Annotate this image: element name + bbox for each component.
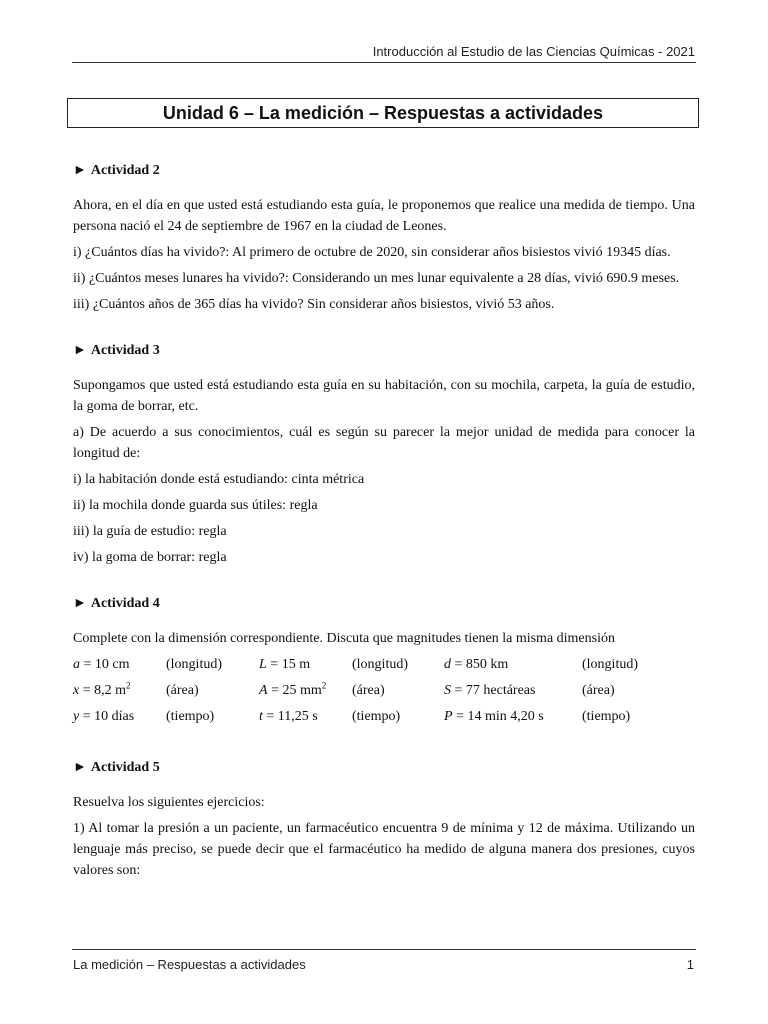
- paragraph: i) ¿Cuántos días ha vivido?: Al primero de octubre de 2020, sin considerar años bisiestos vivió 19345 días.: [73, 245, 671, 260]
- page-number: 1: [686, 957, 694, 972]
- paragraph: 1) Al tomar la presión a un paciente, un farmacéutico encuentra 9 de mínima y 12 de máxima. Utilizando un lenguaje más preciso, se puede decir que el farmacéutico ha medido de alguna manera dos presiones, cuyos valores son:: [73, 821, 695, 878]
- triangle-right-icon: ►: [73, 163, 87, 178]
- table-cell: (área): [166, 683, 199, 698]
- footer-rule: [72, 949, 696, 950]
- paragraph: Complete con la dimensión correspondiente. Discuta que magnitudes tienen la misma dimensión: [73, 631, 615, 646]
- table-cell: S = 77 hectáreas: [444, 683, 536, 698]
- triangle-right-icon: ►: [73, 596, 87, 611]
- table-cell: (tiempo): [166, 709, 215, 724]
- paragraph: iii) ¿Cuántos años de 365 días ha vivido? Sin considerar años bisiestos, vivió 53 años.: [73, 297, 555, 312]
- triangle-right-icon: ►: [73, 343, 87, 358]
- paragraph: ii) la mochila donde guarda sus útiles: regla: [73, 498, 318, 513]
- running-header: Introducción al Estudio de las Ciencias Químicas - 2021: [372, 44, 695, 59]
- section-actividad-3: [73, 340, 695, 568]
- paragraph: iv) la goma de borrar: regla: [73, 550, 227, 565]
- table-cell: d = 850 km: [444, 657, 509, 672]
- table-cell: (longitud): [166, 657, 222, 672]
- dimension-table: [73, 654, 682, 732]
- section-actividad-4: [73, 593, 695, 732]
- running-footer: La medición – Respuestas a actividades: [73, 957, 306, 972]
- section-heading: ► Actividad 5: [73, 760, 160, 775]
- table-cell: L = 15 m: [259, 657, 311, 672]
- table-row: [73, 654, 682, 680]
- table-cell: a = 10 cm: [73, 657, 130, 672]
- paragraph: Ahora, en el día en que usted está estudiando esta guía, le proponemos que realice una medida de tiempo. Una persona nació el 24 de septiembre de 1967 en la ciudad de Leones.: [73, 198, 695, 234]
- paragraph: a) De acuerdo a sus conocimientos, cuál es según su parecer la mejor unidad de medida para conocer la longitud de:: [73, 425, 695, 461]
- section-actividad-2: [73, 160, 695, 315]
- table-cell: y = 10 días: [73, 709, 135, 724]
- table-cell: t = 11,25 s: [259, 709, 318, 724]
- table-cell: P = 14 min 4,20 s: [444, 709, 544, 724]
- table-cell: x = 8,2 $m^2$: [73, 680, 131, 698]
- paragraph: i) la habitación donde está estudiando: cinta métrica: [73, 472, 365, 487]
- table-cell: (tiempo): [582, 709, 631, 724]
- paragraph: Supongamos que usted está estudiando esta guía en su habitación, con su mochila, carpeta, la guía de estudio, la goma de borrar, etc.: [73, 378, 695, 414]
- triangle-right-icon: ►: [73, 760, 87, 775]
- paragraph: Resuelva los siguientes ejercicios:: [73, 795, 265, 810]
- table-cell: (longitud): [582, 657, 638, 672]
- paragraph: iii) la guía de estudio: regla: [73, 524, 227, 539]
- table-cell: (área): [582, 683, 615, 698]
- page-content: [73, 160, 695, 906]
- page-title: Unidad 6 – La medición – Respuestas a actividades: [67, 98, 699, 128]
- section-heading: ► Actividad 2: [73, 163, 160, 178]
- paragraph: ii) ¿Cuántos meses lunares ha vivido?: Considerando un mes lunar equivalente a 28 días, vivió 690.9 meses.: [73, 271, 680, 286]
- header-rule: [72, 62, 696, 63]
- table-cell: (tiempo): [352, 709, 401, 724]
- section-heading: ► Actividad 3: [73, 343, 160, 358]
- section-heading: ► Actividad 4: [73, 596, 160, 611]
- table-row: [73, 680, 682, 706]
- table-row: [73, 706, 682, 732]
- table-cell: A = 25 $mm^2$: [259, 680, 327, 698]
- table-cell: (longitud): [352, 657, 408, 672]
- table-cell: (área): [352, 683, 385, 698]
- section-actividad-5: [73, 757, 695, 881]
